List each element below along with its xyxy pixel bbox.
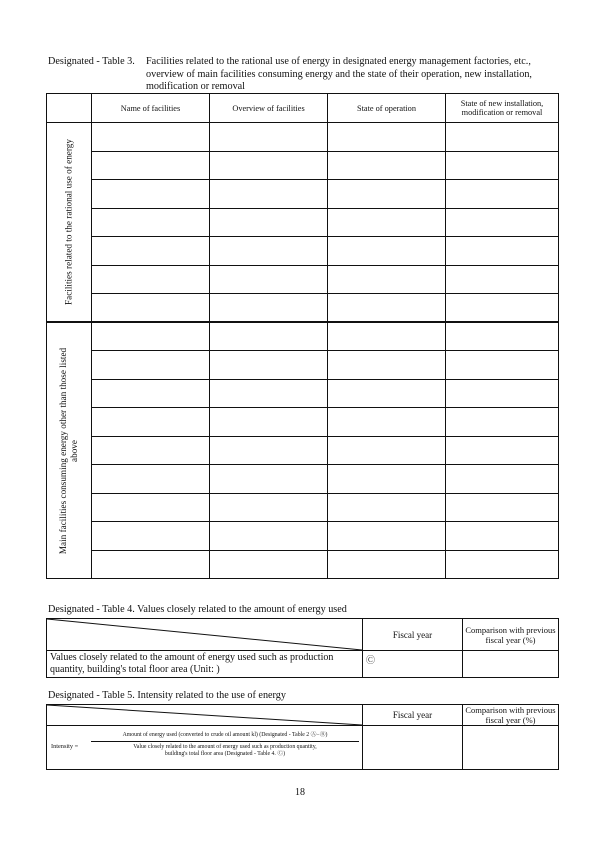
table3-cell <box>328 351 446 380</box>
table5-data-row <box>47 726 559 770</box>
table3-header-row <box>47 94 559 123</box>
table5-formula-cell <box>47 726 363 770</box>
table3-cell <box>328 265 446 294</box>
table3-row <box>47 351 559 380</box>
table3-cell <box>328 550 446 579</box>
table3-row <box>47 322 559 351</box>
table3-row <box>47 493 559 522</box>
table3-row <box>47 408 559 437</box>
table3-cell <box>92 550 210 579</box>
diagonal-line <box>47 619 362 650</box>
table3-col-operation: State of operation <box>328 94 446 123</box>
table3-cell <box>328 522 446 551</box>
table3-cell <box>328 237 446 266</box>
table4-caption: Designated - Table 4. Values closely related to the amount of energy used <box>48 604 347 615</box>
table3-cell <box>210 265 328 294</box>
table3-cell <box>92 265 210 294</box>
intensity-fraction <box>91 732 359 759</box>
table3-cell <box>328 208 446 237</box>
table3-cell <box>210 408 328 437</box>
table3-cell <box>210 379 328 408</box>
table3-row <box>47 379 559 408</box>
table3-corner-cell <box>47 94 92 123</box>
table3-cell <box>92 180 210 209</box>
table5-caption: Designated - Table 5. Intensity related to the use of energy <box>48 690 286 701</box>
table3-cell <box>446 408 559 437</box>
table3-cell <box>446 379 559 408</box>
table3-cell <box>446 522 559 551</box>
table3-cell <box>210 208 328 237</box>
table3-cell <box>92 408 210 437</box>
fraction-bar <box>91 741 359 742</box>
table3-row <box>47 123 559 152</box>
table5-header-row <box>47 705 559 726</box>
table3-row <box>47 550 559 579</box>
table4-col-comparison: Comparison with previous fiscal year (%) <box>463 619 559 651</box>
table3-cell <box>328 322 446 351</box>
intensity-numerator: Amount of energy used (converted to crude oil amount kl) (Designated - Table 2 Ⓐ−Ⓑ) <box>122 732 328 738</box>
table3-cell <box>92 151 210 180</box>
table3-cell <box>446 151 559 180</box>
table3-cell <box>92 322 210 351</box>
table3-section-label-cell <box>47 322 92 579</box>
table5 <box>46 704 559 770</box>
table4-col-fiscal: Fiscal year <box>363 619 463 651</box>
table3-section-label: Main facilities consuming energy other than those listed above <box>58 347 79 554</box>
table3-row <box>47 151 559 180</box>
table3-row <box>47 265 559 294</box>
table5-fiscal-value <box>363 726 463 770</box>
table5-col-fiscal: Fiscal year <box>363 705 463 726</box>
table3-row <box>47 208 559 237</box>
table3-row <box>47 436 559 465</box>
table5-comparison-value <box>463 726 559 770</box>
table3-col-overview: Overview of facilities <box>210 94 328 123</box>
table3-cell <box>92 237 210 266</box>
table3-cell <box>210 351 328 380</box>
table4-row-label: Values closely related to the amount of energy used such as production quantity, building's total floor area (Unit: ) <box>47 651 363 678</box>
table3-cell <box>328 151 446 180</box>
table3-caption <box>48 56 560 96</box>
table3-cell <box>92 522 210 551</box>
table3-row <box>47 180 559 209</box>
table3-cell <box>446 322 559 351</box>
table3-cell <box>328 493 446 522</box>
table3-cell <box>328 294 446 323</box>
table3-cell <box>210 237 328 266</box>
table4-header-row <box>47 619 559 651</box>
table3-cell <box>92 436 210 465</box>
table3-section-label-cell <box>47 123 92 323</box>
table3-row <box>47 294 559 323</box>
table3-col-installation: State of new installation, modification or removal <box>446 94 559 123</box>
table3 <box>46 93 559 579</box>
table4-data-row <box>47 651 559 678</box>
table3-row <box>47 237 559 266</box>
table3-cell <box>328 408 446 437</box>
table3-cell <box>210 294 328 323</box>
table5-diagonal-cell <box>47 705 363 726</box>
table3-cell <box>328 123 446 152</box>
table3-label: Designated - Table 3. <box>48 56 135 67</box>
table3-cell <box>210 322 328 351</box>
table3-cell <box>210 465 328 494</box>
diagonal-line <box>47 705 362 725</box>
table3-cell <box>210 550 328 579</box>
table3-cell <box>210 151 328 180</box>
table4-comparison-value <box>463 651 559 678</box>
table3-cell <box>210 123 328 152</box>
table3-cell <box>446 180 559 209</box>
table3-cell <box>210 522 328 551</box>
table3-cell <box>446 265 559 294</box>
table3-cell <box>210 493 328 522</box>
table3-cell <box>92 465 210 494</box>
table3-cell <box>92 351 210 380</box>
table3-cell <box>92 208 210 237</box>
table4-mark: Ⓒ <box>363 651 463 678</box>
table3-title: Facilities related to the rational use of energy in designated energy management factories, etc., overview of main facilities consuming energy and the state of their operation, new installation, modification or removal <box>146 56 532 92</box>
table3-cell <box>446 237 559 266</box>
table3-cell <box>328 436 446 465</box>
table3-row <box>47 465 559 494</box>
table3-col-name: Name of facilities <box>92 94 210 123</box>
table3-cell <box>328 465 446 494</box>
table3-cell <box>446 465 559 494</box>
table3-cell <box>328 180 446 209</box>
page-number: 18 <box>295 787 305 798</box>
intensity-denominator-line1: Value closely related to the amount of energy used such as production quantity, <box>133 743 317 750</box>
table3-cell <box>92 294 210 323</box>
table3-cell <box>446 550 559 579</box>
table3-section-label: Facilities related to the rational use of energy <box>63 139 74 305</box>
table4-diagonal-cell <box>47 619 363 651</box>
table3-cell <box>446 123 559 152</box>
table3-cell <box>446 436 559 465</box>
table3-cell <box>446 493 559 522</box>
table4 <box>46 618 559 678</box>
table3-cell <box>446 208 559 237</box>
table3-cell <box>446 351 559 380</box>
table3-cell <box>328 379 446 408</box>
table3-cell <box>92 493 210 522</box>
table3-cell <box>92 379 210 408</box>
intensity-label: Intensity = <box>51 743 79 750</box>
table5-col-comparison: Comparison with previous fiscal year (%) <box>463 705 559 726</box>
intensity-denominator-line2: building's total floor area (Designated - Table 4. Ⓒ) <box>164 751 286 757</box>
table3-cell <box>92 123 210 152</box>
table3-cell <box>210 436 328 465</box>
table3-cell <box>210 180 328 209</box>
table3-row <box>47 522 559 551</box>
table3-cell <box>446 294 559 323</box>
